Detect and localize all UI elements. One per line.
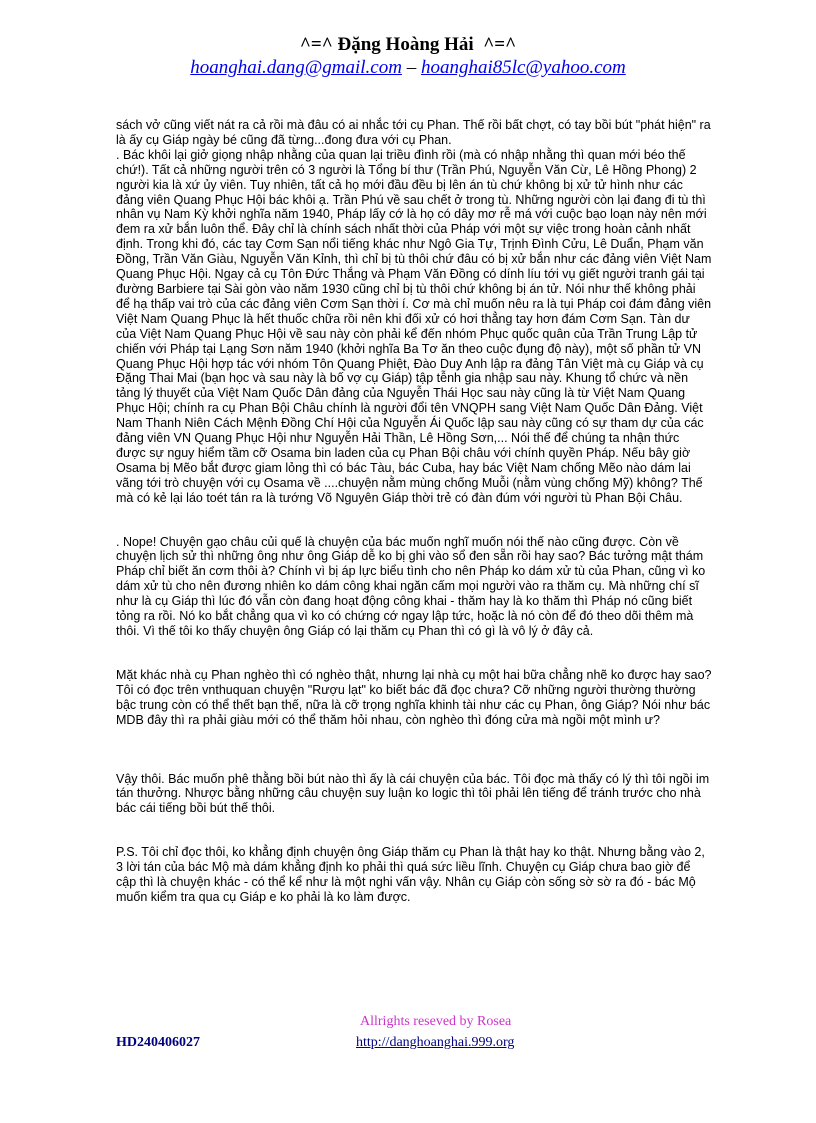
email-link-gmail[interactable]: hoanghai.dang@gmail.com: [190, 57, 402, 78]
email-link-yahoo[interactable]: hoanghai85lc@yahoo.com: [420, 57, 626, 78]
paragraph-poverty: Mặt khác nhà cụ Phan nghèo thì có nghèo thật, nhưng lại nhà cụ một hai bữa chẳng nhẽ ko được hay sao? Tôi có đọc trên vnthuquan chuyện "Rượu lạt" ko biết bác đã đọc chưa? Cỡ những người thường thường bậc trung còn có thể thết bạn thế, nữa là cỡ trọng nghĩa khinh tài như các cụ Phan, ông Giáp? Nói như bác MDB đây thì ra phải giàu mới có thể thăm hỏi nhau, còn nghèo thì đóng cửa mà ngồi một mình ư?: [116, 667, 712, 727]
copyright-credit: Allrights reseved by Rosea: [360, 1014, 512, 1029]
paragraph-ps: P.S. Tôi chỉ đọc thôi, ko khẳng định chuyện ông Giáp thăm cụ Phan là thật hay ko thật. Nhưng bằng vào 2, 3 lời tán của bác Mộ mà dám khẳng định ko phải thì quá sức liều lĩnh. Chuyện cụ Giáp chưa bao giờ để cập thì là chuyện khác - có thể kể như là một nghi vấn vậy. Nhân cụ Giáp còn sống sờ sờ ra đó - bác Mộ muốn kiểm tra qua cụ Giáp e ko phải là ko làm được.: [116, 845, 705, 904]
paragraph-history: . Bác khôi lại giở giọng nhập nhằng của quan lại triều đình rồi (mà có nhập nhằng thì quan mới béo thế chứ!). Tất cả những người trên có 3 người là Tổng bí thư (Trần Phú, Nguyễn Văn Cừ, Lê Hồng Phong) 2 người kia là xứ ủy viên. Tuy nhiên, tất cả họ mới đầu đều bị lên án tù chứ không bị xử tử hình như các đảng viên Quang Phục Hội bác khôi ạ. Trần Phú về sau chết ở trong tù. Những người còn lại đang đi tù thì nhân vụ Nam Kỳ khởi nghĩa năm 1940, Pháp lấy cớ là họ có dây mơ rễ má với cuộc bạo loạn này nên mới đem ra xử bắn luôn thể. Đây chỉ là chính sách nhất thời của Pháp với một sự việc trong hoàn cảnh nhất định. Trong khi đó, các tay Cơm Sạn nổi tiếng khác như Ngô Gia Tự, Trịnh Đình Cửu, Lê Duẩn, Phạm văn Đồng, Trần Văn Giàu, Nguyễn Văn Kỉnh, thì chỉ bị tù thôi chứ đâu có bị xử bắn như các đảng viên Việt Nam Quang Phục Hội. Ngay cả cụ Tôn Đức Thắng và Phạm Văn Đồng có dính líu tới vụ giết người tranh gái tại đường Barbiere tại Sài gòn vào năm 1930 cũng chỉ bị tù thôi chứ không bị án tử. Nói như thế không phải để hạ thấp vai trò của các đảng viên Cơm Sạn thời í. Cơ mà chỉ muốn nêu ra là tụi Pháp coi đám đảng viên Việt Nam Quang Phục là hết thuốc chữa rồi nên khi đối xử có hơi thẳng tay hơn đám Cơm Sạn. Tàn dư của Việt Nam Quang Phục Hội về sau này còn phải kể đến nhóm Phục quốc quân của Trần Trung Lập tử chiến với Pháp tại Lạng Sơn năm 1940 (khởi nghĩa Ba Tơ ăn theo cuộc đụng độ này), một số phần tử VN Quang Phục Hội hợp tác với nhóm Tôn Quang Phiệt, Đào Duy Anh lập ra đảng Tân Việt mà cụ Giáp và cụ Đặng Thai Mai (bạn học và sau này là bố vợ cụ Giáp) tập tễnh gia nhập sau này. Khung tổ chức và nền tảng lý thuyết của Việt Nam Quốc Dân đảng của Nguyễn Thái Học sau này cũng là từ Việt Nam Quang Phục Hội; chính ra cụ Phan Bội Châu chính là người đổi tên VNQPH sang Việt Nam Quốc Dân Đảng. Việt Nam Thanh Niên Cách Mệnh Đồng Chí Hội của Nguyễn Ái Quốc lập sau này cũng có sự tham dự của các đảng viên VN Quang Phục Hội như Nguyễn Hải Thần, Lê Hồng Sơn,... Nói thế để chúng ta nhận thức được sự nguy hiểm tầm cỡ Osama bin laden của cụ Phan Bội châu với chính quyền Pháp. Nếu bây giờ Osama bị Mẽo bắt được giam lỏng thì có bác Tàu, bác Cuba, hay bác Việt Nam chống Mẽo nào dám lai vãng tới trò chuyện với cụ Osama về ....chuyện nằm mùng chống Muỗi (nằm vùng chống Mỹ) không? Thế mà có kẻ lại láo toét tán ra là tướng Võ Nguyên Giáp thời trẻ có đàn đúm với người tù Phan Bội Châu.: [116, 147, 712, 505]
page-title: ^=^ Đặng Hoàng Hải ^=^: [299, 34, 517, 55]
website-link[interactable]: http://danghoanghai.999.org: [356, 1035, 515, 1050]
contact-emails: [0, 57, 816, 79]
paragraph-conclusion: Vậy thôi. Bác muốn phê thằng bồi bút nào thì ấy là cái chuyện của bác. Tôi đọc mà thấy có lý thì tôi ngồi im tán thưởng. Nhược bằng những câu chuyện suy luận ko logic thì tôi phải lên tiếng để tránh trước cho nhà bác cái tiếng bồi bút thế thôi.: [116, 771, 710, 816]
paragraph-intro: sách vở cũng viết nát ra cả rồi mà đâu có ai nhắc tới cụ Phan. Thế rồi bất chợt, có tay bồi bút "phát hiện" ra là ấy cụ Giáp ngày bé cũng đã từng...đong đưa với cụ Phan.: [116, 118, 711, 147]
email-separator: –: [401, 57, 421, 78]
article-body: [116, 118, 712, 905]
paragraph-nope: . Nope! Chuyện gạo châu củi quế là chuyện của bác muốn nghĩ muốn nói thế nào cũng được. Còn về chuyện lịch sử thì những ông như ông Giáp dễ ko bị ghi vào sổ đen sẵn rồi hay sao? Bác tưởng mật thám Pháp chỉ biết ăn cơm thôi à? Chính vì bị áp lực biểu tình cho nên Pháp ko dám xử tù của Phan, cũng vì ko dám xử tù cho nên đương nhiên ko dám công khai ngăn cấm mọi người vào ra thăm cụ. Mà những chí sĩ như là cụ Giáp thì lúc đó vẫn còn đang hoạt động công khai - thăm hay là ko thăm thì Pháp nó cũng biết tỏng ra rồi. Nó ko bắt chẳng qua vì ko có chứng cớ ngay lập tức, hoặc là nó còn để đó theo dõi thêm mà thôi. Vì thế tôi ko thấy chuyện ông Giáp có lại thăm cụ Phan thì có gì là vô lý ở đây cả.: [116, 534, 706, 638]
document-id: HD240406027: [116, 1035, 200, 1050]
